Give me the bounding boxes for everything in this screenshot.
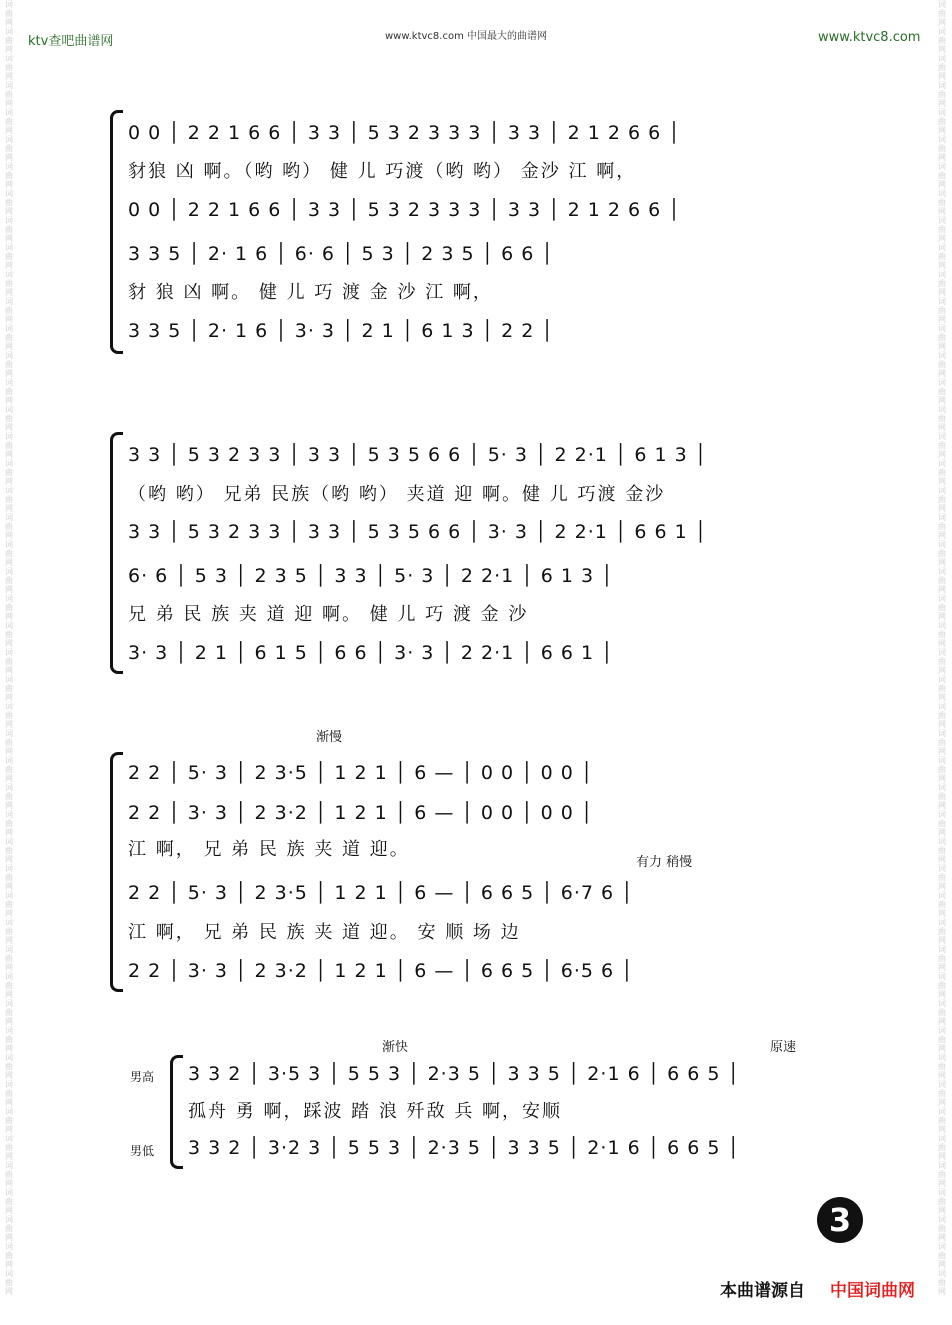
- part-label-tenor: 男高: [130, 1070, 155, 1084]
- notation-line: 6· 6 │ 5 3 │ 2 3 5 │ 3 3 │ 5· 3 │ 2 2·1 │ 6 1 3 │: [128, 565, 614, 587]
- tempo-marking: 有力 稍慢: [636, 855, 693, 870]
- notation-line: 3 3 │ 5 3 2 3 3 │ 3 3 │ 5 3 5 6 6 │ 5· 3 │ 2 2·1 │ 6 1 3 │: [128, 444, 708, 466]
- watermark-right: 词 曲 网 词 曲 网 词 曲 网 词 曲 网 词 曲 网 词 曲 网 词 曲 网 词 曲 网 词 曲 网 词 曲 网 词 曲 网 词 曲 网 词 曲 网 词 曲 网 词 曲 网 词 曲 网 词 曲 网 词 曲 网 词 曲 网 词 曲 网 词 曲 网 词 曲 网 词 曲 网 词 曲 网 词 曲 网 词 曲 网 词 曲 网 词 曲 网 词 曲 网 词 曲 网 词 曲 网 词 曲 网 词 曲 网 词 曲 网 词 曲 网 词 曲 网 词 曲 网 词 曲 网 词 曲 网 词 曲 网 词 曲 网 词 曲 网 词 曲 网 词 曲 网 词 曲 网 词 曲 网 词 曲 网 词 曲 网: [938, 0, 946, 1296]
- watermark-left: 词 曲 网 词 曲 网 词 曲 网 词 曲 网 词 曲 网 词 曲 网 词 曲 网 词 曲 网 词 曲 网 词 曲 网 词 曲 网 词 曲 网 词 曲 网 词 曲 网 词 曲 网 词 曲 网 词 曲 网 词 曲 网 词 曲 网 词 曲 网 词 曲 网 词 曲 网 词 曲 网 词 曲 网 词 曲 网 词 曲 网 词 曲 网 词 曲 网 词 曲 网 词 曲 网 词 曲 网 词 曲 网 词 曲 网 词 曲 网 词 曲 网 词 曲 网 词 曲 网 词 曲 网 词 曲 网 词 曲 网 词 曲 网 词 曲 网 词 曲 网 词 曲 网 词 曲 网 词 曲 网 词 曲 网 词 曲 网: [5, 0, 13, 1296]
- lyric-line: 孤舟 勇 啊，踩波 踏 浪 歼敌 兵 啊，安顺: [188, 1101, 563, 1122]
- tempo-marking: 渐慢: [316, 730, 343, 745]
- system-brace: [110, 110, 123, 354]
- notation-line: 3 3 5 │ 2· 1 6 │ 6· 6 │ 5 3 │ 2 3 5 │ 6 6 │: [128, 243, 554, 265]
- notation-line: 2 2 │ 5· 3 │ 2 3·5 │ 1 2 1 │ 6 — │ 6 6 5 │ 6·7 6 │: [128, 882, 634, 904]
- tempo-marking: 渐快: [382, 1040, 409, 1055]
- notation-line: 3· 3 │ 2 1 │ 6 1 5 │ 6 6 │ 3· 3 │ 2 2·1 │ 6 6 1 │: [128, 642, 614, 664]
- notation-line: 2 2 │ 3· 3 │ 2 3·2 │ 1 2 1 │ 6 — │ 0 0 │ 0 0 │: [128, 802, 594, 824]
- lyric-line: 兄 弟 民 族 夹 道 迎 啊。 健 儿 巧 渡 金 沙: [128, 604, 529, 625]
- lyric-line: 江 啊， 兄 弟 民 族 夹 道 迎。 安 顺 场 边: [128, 922, 521, 943]
- system-brace: [170, 1055, 183, 1169]
- notation-line: 3 3 2 │ 3·2 3 │ 5 5 3 │ 2·3 5 │ 3 3 5 │ 2·1 6 │ 6 6 5 │: [188, 1137, 740, 1159]
- source-label: 本曲谱源自: [720, 1281, 805, 1301]
- lyric-line: （哟 哟） 兄弟 民族（哟 哟） 夹道 迎 啊。健 儿 巧渡 金沙: [128, 484, 666, 505]
- lyric-line: 江 啊， 兄 弟 民 族 夹 道 迎。: [128, 839, 410, 860]
- system-brace: [110, 432, 123, 674]
- notation-line: 3 3 5 │ 2· 1 6 │ 3· 3 │ 2 1 │ 6 1 3 │ 2 2 │: [128, 320, 554, 342]
- system-brace: [110, 752, 123, 992]
- site-logo-left[interactable]: ktv查吧曲谱网: [28, 34, 114, 49]
- notation-line: 0 0 │ 2 2 1 6 6 │ 3 3 │ 5 3 2 3 3 3 │ 3 3 │ 2 1 2 6 6 │: [128, 199, 681, 221]
- lyric-line: 豺 狼 凶 啊。 健 儿 巧 渡 金 沙 江 啊，: [128, 282, 493, 303]
- source-site-link[interactable]: 中国词曲网: [830, 1281, 915, 1301]
- notation-line: 2 2 │ 3· 3 │ 2 3·2 │ 1 2 1 │ 6 — │ 6 6 5 │ 6·5 6 │: [128, 960, 634, 982]
- notation-line: 2 2 │ 5· 3 │ 2 3·5 │ 1 2 1 │ 6 — │ 0 0 │ 0 0 │: [128, 762, 594, 784]
- page-number-badge: 3: [817, 1197, 863, 1243]
- part-label-bass: 男低: [130, 1144, 155, 1158]
- site-url-right[interactable]: www.ktvc8.com: [818, 30, 921, 45]
- notation-line: 0 0 │ 2 2 1 6 6 │ 3 3 │ 5 3 2 3 3 3 │ 3 3 │ 2 1 2 6 6 │: [128, 122, 681, 144]
- notation-line: 3 3 2 │ 3·5 3 │ 5 5 3 │ 2·3 5 │ 3 3 5 │ 2·1 6 │ 6 6 5 │: [188, 1063, 740, 1085]
- lyric-line: 豺狼 凶 啊。（哟 哟） 健 儿 巧渡（哟 哟） 金沙 江 啊，: [128, 161, 637, 182]
- site-tagline: www.ktvc8.com 中国最大的曲谱网: [385, 31, 548, 42]
- notation-line: 3 3 │ 5 3 2 3 3 │ 3 3 │ 5 3 5 6 6 │ 3· 3 │ 2 2·1 │ 6 6 1 │: [128, 521, 708, 543]
- tempo-marking: 原速: [770, 1040, 797, 1055]
